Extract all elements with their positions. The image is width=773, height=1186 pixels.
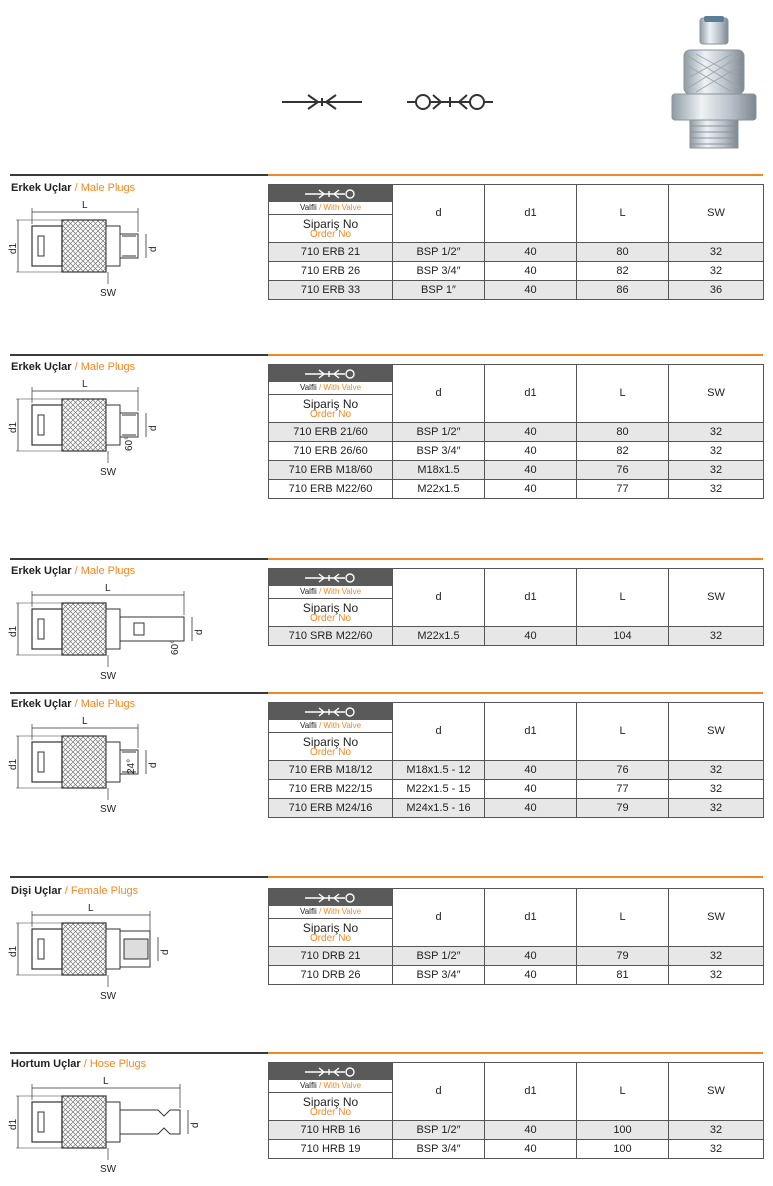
d1-cell: 40 (485, 966, 577, 985)
SW-cell: 36 (669, 281, 764, 300)
valve-symbol-icon (303, 1066, 359, 1078)
valve-sep: / (316, 1081, 324, 1090)
section-title-en: Male Plugs (80, 361, 136, 373)
L-cell: 100 (577, 1140, 669, 1159)
column-header-d: d (393, 703, 485, 761)
order-no-cell: 710 ERB M18/12 (269, 761, 393, 780)
dim-SW-label: SW (100, 671, 117, 682)
header-icon-bar (269, 1063, 392, 1080)
d-cell: BSP 1/2″ (393, 423, 485, 442)
divider-accent (268, 354, 763, 356)
d1-cell: 40 (485, 1121, 577, 1140)
column-header-d: d (393, 365, 485, 423)
d-cell: BSP 1/2″ (393, 243, 485, 262)
header-siparis: Sipariş No (302, 601, 359, 615)
L-cell: 76 (577, 461, 669, 480)
header-order-no: Order No (309, 747, 352, 758)
header-valve-label (269, 586, 392, 599)
order-no-cell: 710 HRB 16 (269, 1121, 393, 1140)
order-no-cell: 710 ERB 26 (269, 262, 393, 281)
order-no-cell: 710 ERB M22/15 (269, 780, 393, 799)
table-row (269, 442, 764, 461)
spec-table (268, 702, 764, 818)
section-divider (10, 1052, 763, 1054)
L-cell: 86 (577, 281, 669, 300)
spec-table (268, 184, 764, 300)
dim-SW-label: SW (100, 1164, 117, 1175)
spec-table (268, 1062, 764, 1159)
section-title (11, 885, 138, 897)
SW-cell: 32 (669, 480, 764, 499)
L-cell: 79 (577, 947, 669, 966)
SW-cell: 32 (669, 423, 764, 442)
d1-cell: 40 (485, 780, 577, 799)
section-title-tr: Erkek Uçlar (11, 565, 72, 577)
divider-accent (268, 1052, 763, 1054)
d-cell: BSP 3/4″ (393, 262, 485, 281)
column-header-L: L (577, 185, 669, 243)
header-icon-bar (269, 365, 392, 382)
header-order-cell (269, 703, 393, 761)
section-title-sep: / (71, 182, 81, 194)
header-valve-label (269, 720, 392, 733)
header-order-no: Order No (309, 613, 352, 624)
valve-en: With Valve (323, 203, 362, 212)
d-cell: M22x1.5 (393, 627, 485, 646)
d1-cell: 40 (485, 281, 577, 300)
header-icon-bar (269, 569, 392, 586)
column-header-L: L (577, 365, 669, 423)
valve-sep: / (316, 203, 324, 212)
spec-table (268, 364, 764, 499)
SW-cell: 32 (669, 262, 764, 281)
header-order-no: Order No (309, 1107, 352, 1118)
technical-drawing (8, 899, 198, 1009)
order-no-cell: 710 ERB M24/16 (269, 799, 393, 818)
table-row (269, 1140, 764, 1159)
table-row (269, 262, 764, 281)
valve-symbol-icon (303, 892, 359, 904)
header-siparis: Sipariş No (302, 397, 359, 411)
divider-dark (10, 692, 268, 694)
dim-L-label: L (88, 903, 94, 914)
header-icon-bar (269, 703, 392, 720)
order-no-cell: 710 DRB 26 (269, 966, 393, 985)
section-title-en: Hose Plugs (89, 1058, 147, 1070)
d1-cell: 40 (485, 1140, 577, 1159)
table-header-row (269, 703, 764, 761)
order-no-cell: 710 ERB 26/60 (269, 442, 393, 461)
order-no-cell: 710 ERB M18/60 (269, 461, 393, 480)
column-header-d: d (393, 569, 485, 627)
d-cell: M22x1.5 - 15 (393, 780, 485, 799)
valve-tr: Valfli (299, 1081, 317, 1090)
header-valve-label (269, 1080, 392, 1093)
table-row (269, 966, 764, 985)
divider-dark (10, 1052, 268, 1054)
table-row (269, 480, 764, 499)
d1-cell: 40 (485, 799, 577, 818)
section-title-tr: Erkek Uçlar (11, 182, 72, 194)
dim-d-label: d (148, 762, 159, 768)
column-header-SW: SW (669, 185, 764, 243)
table-header-row (269, 185, 764, 243)
divider-accent (268, 174, 763, 176)
dim-d-label: d (194, 629, 205, 635)
dim-d1-label: d1 (8, 421, 19, 433)
dim-d1-label: d1 (8, 758, 19, 770)
header-siparis: Sipariş No (302, 1095, 359, 1109)
valve-sep: / (316, 907, 324, 916)
header-order-cell (269, 185, 393, 243)
section-title-en: Male Plugs (80, 565, 136, 577)
divider-dark (10, 174, 268, 176)
table-row (269, 1121, 764, 1140)
valve-tr: Valfli (299, 587, 317, 596)
spec-table (268, 888, 764, 985)
column-header-SW: SW (669, 365, 764, 423)
column-header-L: L (577, 703, 669, 761)
column-header-SW: SW (669, 703, 764, 761)
L-cell: 76 (577, 761, 669, 780)
header-icon-bar (269, 185, 392, 202)
SW-cell: 32 (669, 761, 764, 780)
section-divider (10, 558, 763, 560)
column-header-d: d (393, 185, 485, 243)
table-row (269, 947, 764, 966)
valve-tr: Valfli (299, 383, 317, 392)
table-row (269, 281, 764, 300)
L-cell: 77 (577, 780, 669, 799)
section-title-en: Female Plugs (70, 885, 139, 897)
header-order-no: Order No (309, 409, 352, 420)
header-valve-label (269, 202, 392, 215)
SW-cell: 32 (669, 947, 764, 966)
d-cell: BSP 1/2″ (393, 947, 485, 966)
valve-tr: Valfli (299, 721, 317, 730)
section-title-sep: / (71, 698, 81, 710)
table-header-row (269, 889, 764, 947)
d1-cell: 40 (485, 480, 577, 499)
d1-cell: 40 (485, 442, 577, 461)
d-cell: M18x1.5 - 12 (393, 761, 485, 780)
L-cell: 77 (577, 480, 669, 499)
SW-cell: 32 (669, 780, 764, 799)
valve-sep: / (316, 383, 324, 392)
section-title-sep: / (71, 565, 81, 577)
dim-SW-label: SW (100, 467, 117, 478)
header-order-no: Order No (309, 229, 352, 240)
d-cell: M24x1.5 - 16 (393, 799, 485, 818)
spec-table (268, 568, 764, 646)
SW-cell: 32 (669, 627, 764, 646)
valve-sep: / (316, 721, 324, 730)
column-header-d1: d1 (485, 569, 577, 627)
order-no-cell: 710 DRB 21 (269, 947, 393, 966)
dim-d1-label: d1 (8, 945, 19, 957)
order-no-cell: 710 SRB M22/60 (269, 627, 393, 646)
dim-SW-label: SW (100, 804, 117, 815)
SW-cell: 32 (669, 461, 764, 480)
L-cell: 80 (577, 423, 669, 442)
SW-cell: 32 (669, 799, 764, 818)
section-title-en: Male Plugs (80, 698, 136, 710)
header-order-no: Order No (309, 933, 352, 944)
section-divider (10, 876, 763, 878)
dim-SW-label: SW (100, 288, 117, 299)
d1-cell: 40 (485, 761, 577, 780)
section-title-sep: / (80, 1058, 90, 1070)
order-no-cell: 710 ERB 21/60 (269, 423, 393, 442)
angle-24-label: 24° (126, 758, 137, 774)
valve-tr: Valfli (299, 203, 317, 212)
order-no-cell: 710 ERB 33 (269, 281, 393, 300)
valve-symbol-icon (303, 368, 359, 380)
technical-drawing (8, 1072, 201, 1182)
header-icon-bar (269, 889, 392, 906)
section-divider (10, 174, 763, 176)
technical-drawing (8, 712, 198, 822)
section-title-tr: Erkek Uçlar (11, 698, 72, 710)
section-title-tr: Hortum Uçlar (11, 1058, 81, 1070)
dim-L-label: L (105, 583, 111, 594)
column-header-d: d (393, 1063, 485, 1121)
order-no-cell: 710 ERB 21 (269, 243, 393, 262)
dim-L-label: L (82, 200, 88, 211)
valve-symbol-icon (303, 706, 359, 718)
column-header-d1: d1 (485, 185, 577, 243)
section-title-sep: / (71, 361, 81, 373)
SW-cell: 32 (669, 966, 764, 985)
dim-d1-label: d1 (8, 625, 19, 637)
dim-d-label: d (160, 949, 171, 955)
header-siparis: Sipariş No (302, 921, 359, 935)
table-header-row (269, 1063, 764, 1121)
d-cell: BSP 3/4″ (393, 966, 485, 985)
dim-d1-label: d1 (8, 242, 19, 254)
dim-d-label: d (148, 246, 159, 252)
column-header-L: L (577, 889, 669, 947)
section-title-en: Male Plugs (80, 182, 136, 194)
divider-dark (10, 354, 268, 356)
valve-sep: / (316, 587, 324, 596)
column-header-d1: d1 (485, 1063, 577, 1121)
L-cell: 100 (577, 1121, 669, 1140)
divider-accent (268, 876, 763, 878)
divider-dark (10, 558, 268, 560)
technical-drawing (8, 196, 198, 306)
header-order-cell (269, 569, 393, 627)
SW-cell: 32 (669, 243, 764, 262)
d1-cell: 40 (485, 243, 577, 262)
table-row (269, 780, 764, 799)
dim-d-label: d (190, 1122, 201, 1128)
header-siparis: Sipariş No (302, 217, 359, 231)
header-order-cell (269, 889, 393, 947)
column-header-d1: d1 (485, 703, 577, 761)
valve-tr: Valfli (299, 907, 317, 916)
order-no-cell: 710 ERB M22/60 (269, 480, 393, 499)
valve-symbol-icon (303, 188, 359, 200)
d-cell: M18x1.5 (393, 461, 485, 480)
technical-drawing (8, 375, 198, 485)
angle-60-label: 60° (170, 639, 181, 655)
d-cell: BSP 3/4″ (393, 1140, 485, 1159)
product-photo (662, 14, 766, 154)
header-order-cell (269, 365, 393, 423)
section-title (11, 565, 135, 577)
header-valve-label (269, 382, 392, 395)
coupling-symbol-icon (280, 92, 364, 112)
section-title-tr: Erkek Uçlar (11, 361, 72, 373)
header-siparis: Sipariş No (302, 735, 359, 749)
L-cell: 104 (577, 627, 669, 646)
section-title (11, 1058, 146, 1070)
L-cell: 82 (577, 442, 669, 461)
valve-en: With Valve (323, 1081, 362, 1090)
angle-60-label: 60° (124, 435, 135, 451)
column-header-L: L (577, 569, 669, 627)
dim-d1-label: d1 (8, 1118, 19, 1130)
dim-L-label: L (82, 379, 88, 390)
dim-d-label: d (148, 425, 159, 431)
dim-SW-label: SW (100, 991, 117, 1002)
section-title (11, 698, 135, 710)
dim-L-label: L (82, 716, 88, 727)
column-header-L: L (577, 1063, 669, 1121)
table-header-row (269, 569, 764, 627)
valve-en: With Valve (323, 721, 362, 730)
table-row (269, 761, 764, 780)
L-cell: 82 (577, 262, 669, 281)
column-header-SW: SW (669, 1063, 764, 1121)
d1-cell: 40 (485, 461, 577, 480)
d1-cell: 40 (485, 947, 577, 966)
SW-cell: 32 (669, 1140, 764, 1159)
technical-drawing (8, 579, 205, 689)
table-row (269, 461, 764, 480)
d1-cell: 40 (485, 262, 577, 281)
section-divider (10, 692, 763, 694)
section-title (11, 182, 135, 194)
column-header-d1: d1 (485, 889, 577, 947)
section-title-tr: Dişi Uçlar (11, 885, 62, 897)
table-header-row (269, 365, 764, 423)
column-header-d: d (393, 889, 485, 947)
header-order-cell (269, 1063, 393, 1121)
L-cell: 80 (577, 243, 669, 262)
table-row (269, 243, 764, 262)
table-row (269, 627, 764, 646)
column-header-SW: SW (669, 889, 764, 947)
d-cell: BSP 3/4″ (393, 442, 485, 461)
divider-accent (268, 692, 763, 694)
table-row (269, 799, 764, 818)
d1-cell: 40 (485, 627, 577, 646)
order-no-cell: 710 HRB 19 (269, 1140, 393, 1159)
section-divider (10, 354, 763, 356)
section-title (11, 361, 135, 373)
coupling-with-valves-symbol-icon (405, 90, 495, 114)
L-cell: 81 (577, 966, 669, 985)
header-valve-label (269, 906, 392, 919)
valve-symbol-icon (303, 572, 359, 584)
column-header-SW: SW (669, 569, 764, 627)
table-row (269, 423, 764, 442)
dim-L-label: L (103, 1076, 109, 1087)
valve-en: With Valve (323, 907, 362, 916)
valve-en: With Valve (323, 587, 362, 596)
SW-cell: 32 (669, 1121, 764, 1140)
d-cell: BSP 1/2″ (393, 1121, 485, 1140)
column-header-d1: d1 (485, 365, 577, 423)
d-cell: BSP 1″ (393, 281, 485, 300)
L-cell: 79 (577, 799, 669, 818)
divider-accent (268, 558, 763, 560)
d1-cell: 40 (485, 423, 577, 442)
section-title-sep: / (61, 885, 71, 897)
divider-dark (10, 876, 268, 878)
d-cell: M22x1.5 (393, 480, 485, 499)
valve-en: With Valve (323, 383, 362, 392)
SW-cell: 32 (669, 442, 764, 461)
